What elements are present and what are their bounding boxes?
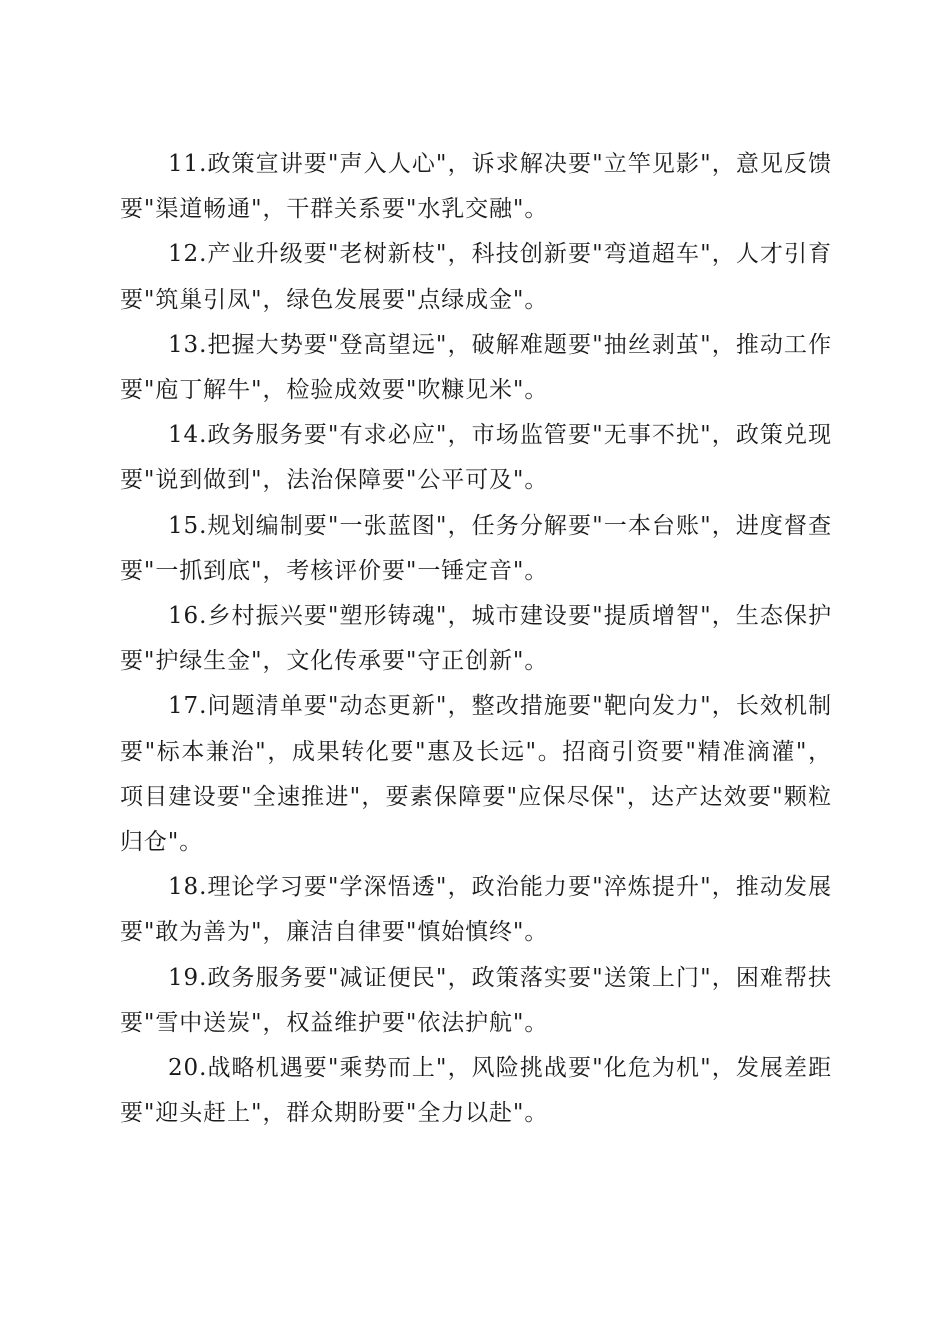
paragraph-12: 12.产业升级要"老树新枝"，科技创新要"弯道超车"，人才引育要"筑巢引凤"，绿色发展要"点绿成金"。	[120, 241, 832, 313]
paragraph-11: 11.政策宣讲要"声入人心"，诉求解决要"立竿见影"，意见反馈要"渠道畅通"，干群关系要"水乳交融"。	[120, 151, 832, 223]
paragraph-13: 13.把握大势要"登高望远"，破解难题要"抽丝剥茧"，推动工作要"庖丁解牛"，检验成效要"吹糠见米"。	[120, 331, 832, 404]
paragraph-18: 18.理论学习要"学深悟透"，政治能力要"淬炼提升"，推动发展要"敢为善为"，廉洁自律要"慎始慎终"。	[120, 874, 832, 946]
paragraph-17: 17.问题清单要"动态更新"，整改措施要"靶向发力"，长效机制要"标本兼治"，成果转化要"惠及长远"。招商引资要"精准滴灌"，项目建设要"全速推进"，要素保障要"应保尽保"，达产达效要"颗粒归仓"。	[120, 693, 832, 856]
paragraph-19: 19.政务服务要"减证便民"，政策落实要"送策上门"，困难帮扶要"雪中送炭"，权益维护要"依法护航"。	[120, 964, 832, 1036]
document-body	[120, 142, 832, 1136]
paragraph-16: 16.乡村振兴要"塑形铸魂"，城市建设要"提质增智"，生态保护要"护绿生金"，文化传承要"守正创新"。	[120, 603, 832, 675]
paragraph-15: 15.规划编制要"一张蓝图"，任务分解要"一本台账"，进度督查要"一抓到底"，考核评价要"一锤定音"。	[120, 512, 832, 584]
paragraph-20: 20.战略机遇要"乘势而上"，风险挑战要"化危为机"，发展差距要"迎头赶上"，群众期盼要"全力以赴"。	[120, 1055, 832, 1127]
paragraph-14: 14.政务服务要"有求必应"，市场监管要"无事不扰"，政策兑现要"说到做到"，法治保障要"公平可及"。	[120, 422, 832, 494]
